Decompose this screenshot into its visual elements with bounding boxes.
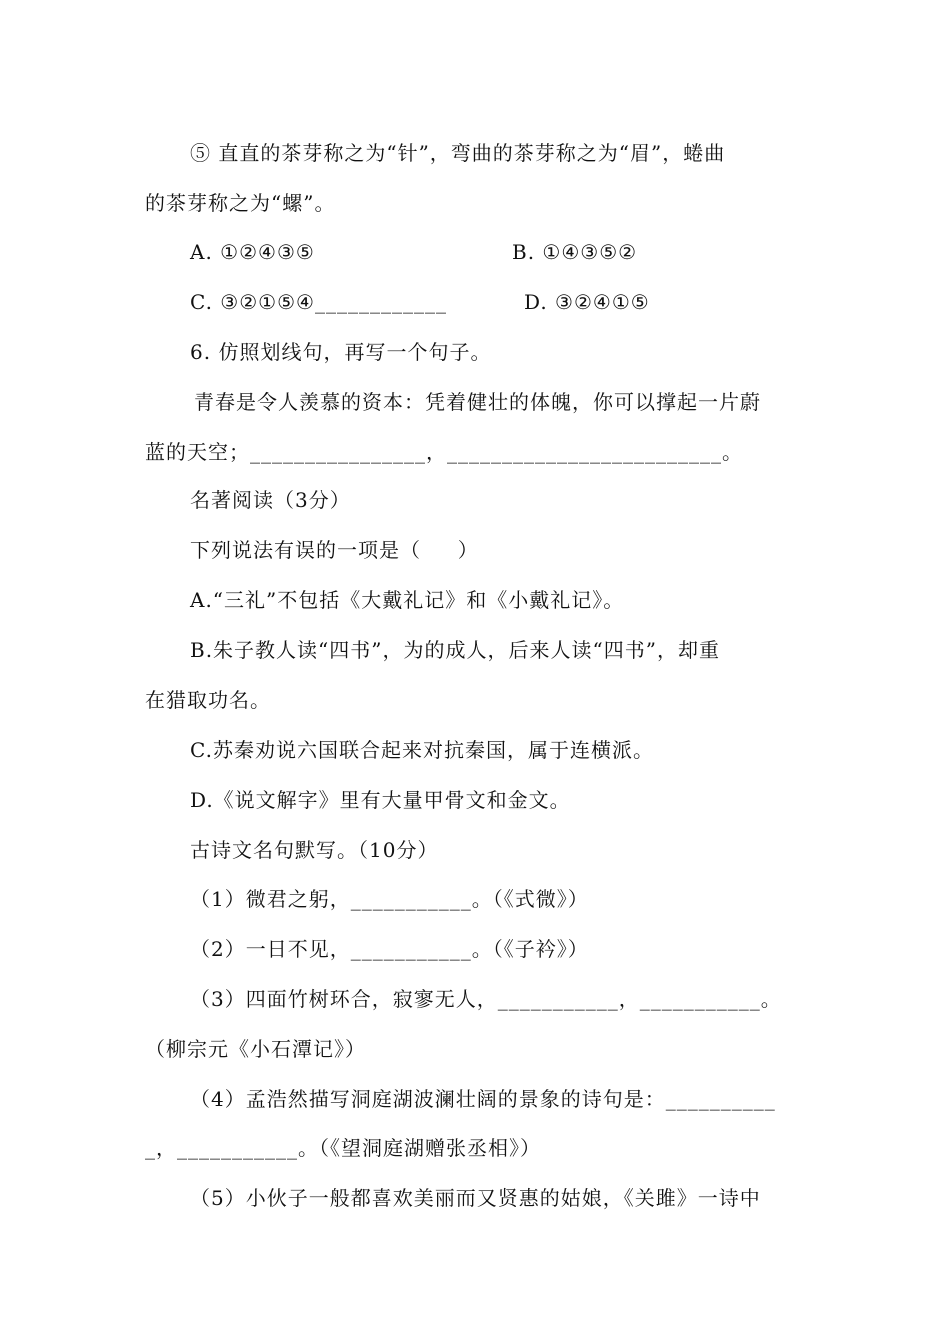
- question-6-title: 6. 仿照划线句，再写一个句子。: [190, 340, 492, 364]
- question-5-option-a: A. ①②④③⑤: [190, 240, 315, 264]
- poem-item-2: （2）一日不见，___________。（《子衿》）: [190, 937, 589, 961]
- poem-item-4-line-1: （4）孟浩然描写洞庭湖波澜壮阔的景象的诗句是：__________: [190, 1087, 776, 1111]
- question-6-line-1: 青春是令人羡慕的资本：凭着健壮的体魄，你可以撑起一片蔚: [194, 390, 761, 414]
- reading-option-c: C.苏秦劝说六国联合起来对抗秦国，属于连横派。: [190, 738, 654, 762]
- poem-section-title: 古诗文名句默写。（10分）: [190, 838, 439, 862]
- reading-option-b-line-1: B.朱子教人读“四书”，为的成人，后来人读“四书”，却重: [190, 638, 720, 662]
- poem-item-3-line-1: （3）四面竹树环合，寂寥无人，___________，___________。: [190, 987, 782, 1011]
- poem-item-3-line-2: （柳宗元《小石潭记》）: [145, 1037, 366, 1061]
- poem-item-5-line-1: （5）小伙子一般都喜欢美丽而又贤惠的姑娘，《关雎》一诗中: [190, 1186, 761, 1210]
- reading-option-d: D.《说文解字》里有大量甲骨文和金文。: [190, 788, 571, 812]
- poem-item-4-line-2: _，___________。（《望洞庭湖赠张丞相》）: [145, 1136, 541, 1160]
- question-5-item-5-line-1: ⑤ 直直的茶芽称之为“针”，弯曲的茶芽称之为“眉”，蜷曲: [190, 141, 726, 165]
- reading-section-title: 名著阅读（3分）: [190, 488, 351, 512]
- poem-item-1: （1）微君之躬，___________。（《式微》）: [190, 887, 589, 911]
- question-5-option-c: C. ③②①⑤④____________: [190, 290, 447, 314]
- question-5-option-d: D. ③②④①⑤: [524, 290, 650, 314]
- question-5-item-5-line-2: 的茶芽称之为“螺”。: [145, 191, 336, 215]
- question-6-line-2: 蓝的天空；________________，_________________________。: [145, 440, 743, 464]
- reading-question: 下列说法有误的一项是（ ）: [190, 538, 479, 562]
- reading-option-b-line-2: 在猎取功名。: [145, 688, 271, 712]
- reading-option-a: A.“三礼”不包括《大戴礼记》和《小戴礼记》。: [190, 588, 625, 612]
- question-5-option-b: B. ①④③⑤②: [512, 240, 638, 264]
